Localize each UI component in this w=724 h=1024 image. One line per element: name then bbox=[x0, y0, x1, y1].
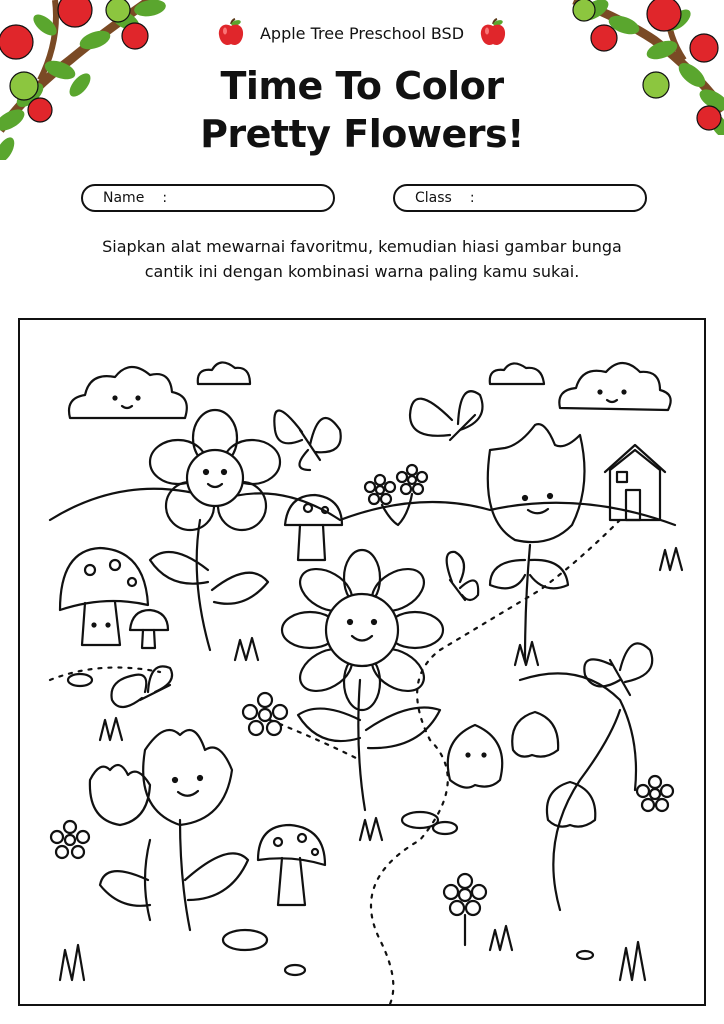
butterfly-icon bbox=[447, 552, 479, 600]
daisy-icon bbox=[51, 821, 89, 858]
instructions-line-2: cantik ini dengan kombinasi warna paling kamu sukai. bbox=[144, 262, 580, 281]
school-header bbox=[0, 18, 724, 48]
name-separator: : bbox=[162, 190, 168, 206]
daisy-icon bbox=[365, 465, 427, 525]
page-title bbox=[0, 62, 724, 158]
dotted-path bbox=[50, 668, 360, 761]
title-line-1: Time To Color bbox=[220, 64, 504, 108]
name-label: Name bbox=[103, 190, 145, 206]
instructions bbox=[60, 234, 664, 284]
smiling-flower-icon bbox=[150, 410, 280, 650]
cloud-icon bbox=[69, 367, 187, 418]
mushroom-icon bbox=[130, 610, 168, 648]
cloud-icon bbox=[559, 363, 670, 410]
class-separator: : bbox=[469, 190, 475, 206]
bluebell-flowers-icon bbox=[448, 673, 636, 910]
pebbles bbox=[68, 674, 593, 975]
butterfly-icon bbox=[410, 391, 483, 440]
smiling-tulip-icon bbox=[488, 424, 585, 660]
instructions-line-1: Siapkan alat mewarnai favoritmu, kemudian hiasi gambar bunga bbox=[102, 237, 622, 256]
daisy-icon bbox=[444, 874, 486, 945]
class-field[interactable] bbox=[393, 184, 647, 212]
apple-icon bbox=[478, 18, 508, 48]
coloring-area bbox=[18, 318, 706, 1006]
butterfly-icon bbox=[584, 643, 652, 695]
class-label: Class bbox=[415, 190, 452, 206]
mushroom-icon bbox=[258, 825, 325, 905]
cloud-icon bbox=[198, 362, 250, 384]
hills bbox=[50, 489, 675, 525]
daisy-icon bbox=[243, 693, 287, 735]
butterfly-icon bbox=[274, 410, 340, 470]
flower-coloring-illustration bbox=[20, 320, 704, 1004]
smiling-tulip-icon bbox=[90, 730, 248, 930]
daisy-icon bbox=[637, 776, 673, 811]
apple-icon bbox=[216, 18, 246, 48]
cloud-icon bbox=[490, 363, 544, 384]
school-name: Apple Tree Preschool BSD bbox=[259, 23, 465, 43]
name-field[interactable] bbox=[81, 184, 335, 212]
title-line-2: Pretty Flowers! bbox=[200, 112, 524, 156]
butterfly-icon bbox=[111, 666, 172, 707]
